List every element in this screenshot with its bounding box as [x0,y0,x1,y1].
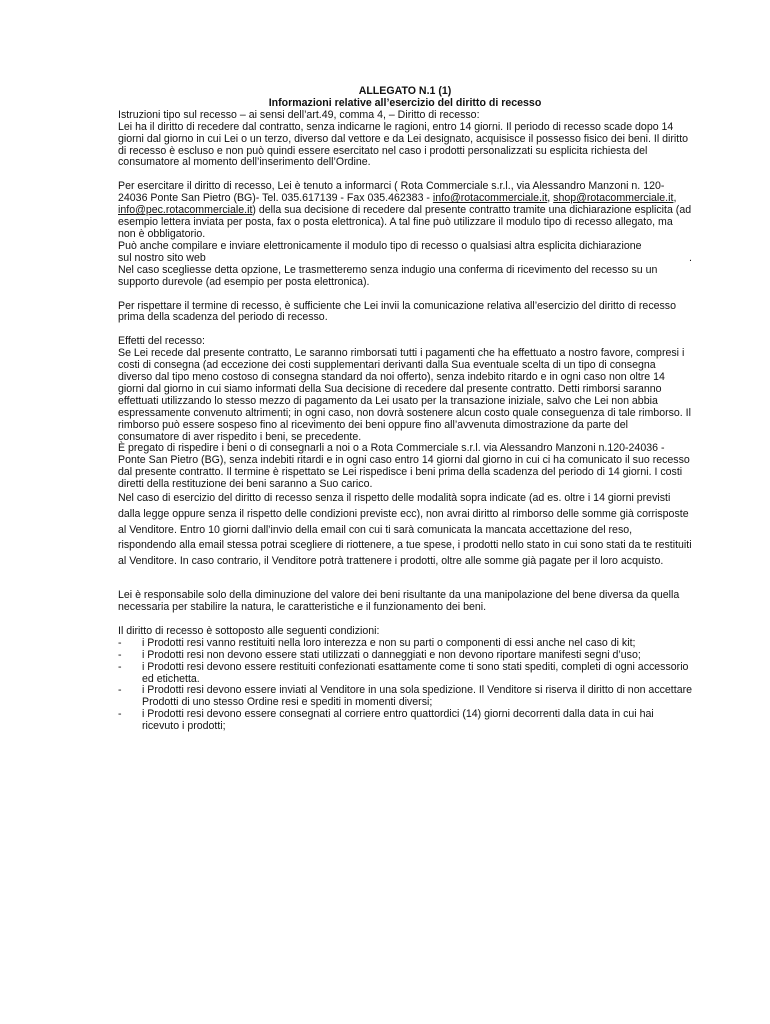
condition-text: i Prodotti resi non devono essere stati utilizzati o danneggiati e non devono riportare manifesti segni d’uso; [142,648,641,661]
list-bullet: - [118,660,122,673]
email-separator-1: , [547,192,554,205]
email-link-pec[interactable]: info@pec.rotacommerciale.it [118,204,253,217]
conditions-list [118,638,692,733]
list-item [118,662,692,686]
list-item [118,709,692,733]
list-item [118,685,692,709]
liability-paragraph: Lei è responsabile solo della diminuzione del valore dei beni risultante da una manipolazione del bene diversa da quella necessaria per stabilire la natura, le caratteristiche e il funzionamento dei beni. [118,589,680,613]
email-separator-2: , [673,192,677,205]
intro-heading: Istruzioni tipo sul recesso – ai sensi dell’art.49, comma 4, – Diritto di recesso: [118,108,480,121]
condition-text: i Prodotti resi devono essere restituiti confezionati esattamente come ti sono stati spediti, completi di ogni accessorio ed etichetta. [142,660,689,685]
online-form-text: Può anche compilare e inviare elettronicamente il modulo tipo di recesso o qualsiasi altra esplicita dichiarazione [118,239,642,252]
deadline-paragraph: Per rispettare il termine di recesso, è sufficiente che Lei invii la comunicazione relativa all’esercizio del diritto di recesso prima della scadenza del periodo di recesso. [118,299,676,324]
document-title: ALLEGATO N.1 (1) [358,85,452,97]
exercise-paragraph [118,181,692,241]
condition-text: i Prodotti resi vanno restituiti nella loro interezza e non su parti o componenti di essi anche nel caso di kit; [142,636,636,649]
effects-heading: Effetti del recesso: [118,335,205,348]
list-bullet: - [118,684,122,697]
condition-text: i Prodotti resi devono essere consegnati al corriere entro quattordici (14) giorni decorrenti dalla data in cui hai ricevuto i prodotti; [142,708,654,733]
effects-noncompliance-paragraph: Nel caso di esercizio del diritto di recesso senza il rispetto delle modalità sopra indicate (ad es. oltre i 14 giorni previsti dalla legge oppure senza il rispetto delle condizioni previste ecc), non avrai diritto al rimborso delle somme già corrisposte al Venditore. Entro 10 giorni dall’invio della email con cui ti sarà comunicata la mancata accettazione del reso, rispondendo alla email stessa potrai scegliere di riottenere, a tue spese, i prodotti nello stato in cui sono stati da te restituiti al Venditore. In caso contrario, il Venditore potrà trattenere i prodotti, oltre alle somme già pagate per il loro acquisto. [118,492,692,568]
confirmation-text: Nel caso scegliesse detta opzione, Le trasmetteremo senza indugio una conferma di ricevimento del recesso su un supporto durevole (ad esempio per posta elettronica). [118,263,658,288]
list-bullet: - [118,708,122,721]
exercise-text-2: ) della sua decisione di recedere dal presente contratto tramite una dichiarazione esplicita (ad esempio lettera inviata per posta, fax o posta elettronica). A tal fine può utilizzare il modulo tipo di recesso allegato, ma non è obbligatorio. [118,204,692,240]
intro-body: Lei ha il diritto di recedere dal contratto, senza indicarne le ragioni, entro 14 giorni. Il periodo di recesso scade dopo 14 giorni dal giorno in cui Lei o un terzo, diverso dal vettore e da Lei designato, acquisisce il possesso fisico dei beni. Il diritto di recesso è escluso e non può quindi essere esercitato nel caso i prodotti personalizzati su esplicita richiesta del consumatore al momento dell’inserimento dell’Ordine. [118,120,689,169]
condition-text: i Prodotti resi devono essere inviati al Venditore in una sola spedizione. Il Venditore si riserva il diritto di non accettare Prodotti di uno stesso Ordine resi e spediti in momenti diversi; [142,684,693,709]
effects-refund-paragraph: Se Lei recede dal presente contratto, Le saranno rimborsati tutti i pagamenti che ha effettuato a nostro favore, compresi i costi di consegna (ad eccezione dei costi supplementari derivanti dalla Sua eventuale scelta di un tipo di consegna diverso dal tipo meno costoso di consegna standard da noi offerto), senza indebito ritardo e in ogni caso non oltre 14 giorni dal giorno in cui siamo informati della Sua decisione di recedere dal presente contratto. Detti rimborsi saranno effettuati utilizzando lo stesso mezzo di pagamento da Lei usato per la transazione iniziale, salvo che Lei non abbia espressamente convenuto altrimenti; in ogni caso, non dovrà sostenere alcun costo quale conseguenza di tale rimborso. Il rimborso può essere sospeso fino al ricevimento dei beni oppure fino all’avvenuta dimostrazione da parte del consumatore di aver rispedito i beni, se precedente. [118,347,691,443]
conditions-heading: Il diritto di recesso è sottoposto alle seguenti condizioni: [118,624,380,637]
effects-return-paragraph: È pregato di rispedire i beni o di consegnarli a noi o a Rota Commerciale s.r.l. via Alessandro Manzoni n.120-24036 - Ponte San Pietro (BG), senza indebiti ritardi e in ogni caso entro 14 giorni dal giorno in cui ci ha comunicato il suo recesso dal presente contratto. Il termine è rispettato se Lei rispedisce i beni prima della scadenza del periodo di 14 giorni. I costi diretti della restituzione dei beni saranno a Suo carico. [118,442,690,491]
email-link-shop[interactable]: shop@rotacommerciale.it [553,192,674,205]
email-link-info[interactable]: info@rotacommerciale.it [432,192,548,205]
website-dot: . [689,251,692,264]
list-bullet: - [118,636,122,649]
document-subtitle: Informazioni relative all’esercizio del diritto di recesso [268,96,542,109]
exercise-text-1: Per esercitare il diritto di recesso, Lei è tenuto a informarci ( Rota Commerciale s.r.l., via Alessandro Manzoni n. 120- 24036 Ponte San Pietro (BG)- Tel. 035.617139 - Fax 035.462383 - [118,180,665,205]
website-label: sul nostro sito web [118,251,206,264]
website-line [118,253,692,265]
list-bullet: - [118,648,122,661]
